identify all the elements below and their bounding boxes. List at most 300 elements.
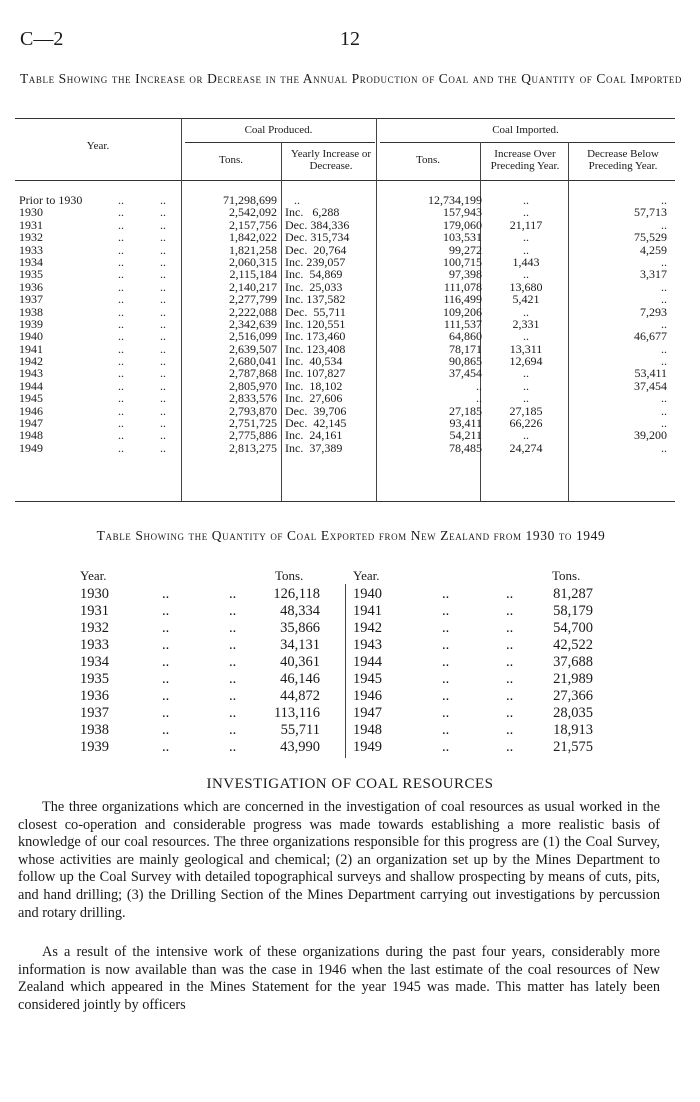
table-cell-dots2: .. bbox=[160, 242, 166, 257]
table-cell-dec: 75,529 bbox=[634, 230, 667, 245]
table-cell-yic: Inc. 18,102 bbox=[285, 378, 343, 393]
table-cell-imported: 111,078 bbox=[443, 279, 482, 294]
coal-export-table bbox=[70, 568, 660, 753]
table-cell-dots1: .. bbox=[118, 316, 124, 331]
table-cell-imported: 99,272 bbox=[449, 242, 482, 257]
section-heading: INVESTIGATION OF COAL RESOURCES bbox=[206, 776, 494, 792]
table-cell-yic: Inc. 137,582 bbox=[285, 292, 346, 307]
page-header bbox=[20, 28, 680, 52]
table-cell-dots: .. bbox=[162, 671, 170, 687]
table-cell-dots: .. bbox=[506, 654, 514, 670]
table-row bbox=[70, 671, 660, 688]
table-cell-dec: 39,200 bbox=[634, 428, 667, 443]
table-cell-dots: .. bbox=[506, 722, 514, 738]
table-cell-tons: 71,298,699 bbox=[223, 193, 277, 207]
table1-title: Table Showing the Increase or Decrease in the Annual Production of Coal and the Quantity of Coal Imported bbox=[19, 71, 683, 86]
table-cell-dec: 46,677 bbox=[634, 329, 667, 344]
table-cell-v1: 35,866 bbox=[280, 620, 320, 636]
table-cell-year: 1934 bbox=[19, 254, 43, 269]
table-cell-dots1: .. bbox=[118, 416, 124, 431]
table-cell-dec: .. bbox=[661, 403, 667, 418]
table-row bbox=[70, 586, 660, 603]
table1-bottom-rule bbox=[15, 501, 675, 502]
table-cell-dots: .. bbox=[506, 739, 514, 755]
col-header-increase: Increase Over Preceding Year. bbox=[490, 148, 560, 172]
table-cell-imported: 27,185 bbox=[449, 403, 482, 418]
table-cell-dots: .. bbox=[229, 637, 237, 653]
table-cell-tons: 2,140,217 bbox=[229, 279, 277, 294]
document-reference: C—2 bbox=[20, 28, 64, 50]
table-row bbox=[70, 603, 660, 620]
table-cell-year: 1946 bbox=[19, 403, 43, 418]
col-header-year-left: Year. bbox=[80, 568, 107, 583]
table-cell-year: 1932 bbox=[19, 230, 43, 245]
table-cell-dots1: .. bbox=[118, 230, 124, 245]
table-cell-yic: Inc. 239,057 bbox=[285, 254, 346, 269]
table-cell-dots1: .. bbox=[118, 205, 124, 220]
group-header-produced: Coal Produced. bbox=[244, 124, 313, 136]
table-cell-y1: 1932 bbox=[80, 620, 109, 636]
table-cell-yic: Inc. 54,869 bbox=[285, 267, 343, 282]
table-cell-year: 1941 bbox=[19, 341, 43, 356]
table-row bbox=[15, 256, 675, 268]
table-cell-dots: .. bbox=[506, 603, 514, 619]
table-cell-dots: .. bbox=[229, 586, 237, 602]
paragraph: As a result of the intensive work of these organizations during the past four years, considerably more information is now available than was the case in 1946 when the last estimate of the coal resources of New Zealand which appeared in the Mines Statement for the year 1945 was made. This matter has lately been considered jointly by officers bbox=[18, 944, 660, 1013]
table-cell-dec: .. bbox=[661, 279, 667, 294]
table-cell-year: 1943 bbox=[19, 366, 43, 381]
table-cell-year: 1935 bbox=[19, 267, 43, 282]
table-cell-dots: .. bbox=[506, 637, 514, 653]
table-cell-dots: .. bbox=[442, 603, 450, 619]
table-cell-inc: .. bbox=[523, 391, 529, 406]
produced-group-rule bbox=[185, 142, 375, 143]
table-cell-dots1: .. bbox=[118, 428, 124, 443]
table-cell-dec: .. bbox=[661, 316, 667, 331]
table-cell-dots1: .. bbox=[118, 329, 124, 344]
table-row bbox=[15, 417, 675, 429]
table-cell-year: 1933 bbox=[19, 242, 43, 257]
table-cell-year: 1937 bbox=[19, 292, 43, 307]
table-cell-y1: 1938 bbox=[80, 722, 109, 738]
table-cell-dots: .. bbox=[229, 654, 237, 670]
table-cell-dots: .. bbox=[162, 586, 170, 602]
table-cell-dec: .. bbox=[661, 254, 667, 269]
table-row bbox=[15, 306, 675, 318]
coal-production-import-table bbox=[15, 118, 675, 503]
table-cell-yic: Dec. 384,336 bbox=[285, 217, 350, 232]
table-cell-yic: Inc. 120,551 bbox=[285, 316, 346, 331]
col-header-decrease: Decrease Below Preceding Year. bbox=[587, 148, 659, 172]
table-cell-year: 1948 bbox=[19, 428, 43, 443]
table-cell-v2: 27,366 bbox=[553, 688, 593, 704]
table-cell-v1: 43,990 bbox=[280, 739, 320, 755]
table-cell-tons: 2,222,088 bbox=[229, 304, 277, 319]
table-cell-dots1: .. bbox=[118, 304, 124, 319]
table-cell-v2: 28,035 bbox=[553, 705, 593, 721]
table-cell-dots: .. bbox=[162, 705, 170, 721]
table-cell-tons: 2,751,725 bbox=[229, 416, 277, 431]
table-cell-dots: .. bbox=[162, 603, 170, 619]
table-cell-dots2: .. bbox=[160, 193, 166, 207]
table-cell-v1: 44,872 bbox=[280, 688, 320, 704]
table-cell-dots: .. bbox=[506, 620, 514, 636]
table-cell-dots2: .. bbox=[160, 354, 166, 369]
table-row bbox=[15, 268, 675, 280]
table-cell-dots: .. bbox=[442, 739, 450, 755]
table-row bbox=[15, 206, 675, 218]
table-cell-tons: 2,805,970 bbox=[229, 378, 277, 393]
table-cell-imported: 103,531 bbox=[443, 230, 482, 245]
table-cell-dots: .. bbox=[506, 705, 514, 721]
table-cell-dots2: .. bbox=[160, 366, 166, 381]
table-cell-year: 1945 bbox=[19, 391, 43, 406]
table-cell-y1: 1931 bbox=[80, 603, 109, 619]
table-row bbox=[15, 194, 675, 206]
table-cell-year: 1947 bbox=[19, 416, 43, 431]
table-cell-dots1: .. bbox=[118, 366, 124, 381]
table-cell-y1: 1935 bbox=[80, 671, 109, 687]
table-cell-v1: 48,334 bbox=[280, 603, 320, 619]
table-cell-yic: Inc. 24,161 bbox=[285, 428, 343, 443]
table-cell-y2: 1949 bbox=[353, 739, 382, 755]
table-cell-y2: 1944 bbox=[353, 654, 382, 670]
table-cell-inc: .. bbox=[523, 329, 529, 344]
table-cell-imported: 111,537 bbox=[443, 316, 482, 331]
table-row bbox=[15, 318, 675, 330]
table-row bbox=[70, 688, 660, 705]
table-cell-yic: Inc. 173,460 bbox=[285, 329, 346, 344]
table-cell-dec: .. bbox=[661, 440, 667, 455]
table-cell-dec: 7,293 bbox=[640, 304, 667, 319]
table-row bbox=[70, 722, 660, 739]
table-cell-dec: .. bbox=[661, 354, 667, 369]
table1-top-rule bbox=[15, 118, 675, 119]
table-cell-year: Prior to 1930 bbox=[19, 193, 83, 207]
table-cell-tons: 2,542,092 bbox=[229, 205, 277, 220]
table-cell-imported: 78,171 bbox=[449, 341, 482, 356]
table-cell-tons: 2,833,576 bbox=[229, 391, 277, 406]
table-cell-year: 1938 bbox=[19, 304, 43, 319]
table-cell-dots1: .. bbox=[118, 267, 124, 282]
table-cell-inc: .. bbox=[523, 366, 529, 381]
table-cell-tons: 2,060,315 bbox=[229, 254, 277, 269]
table-cell-dec: 53,411 bbox=[634, 366, 667, 381]
table-cell-dots: .. bbox=[442, 620, 450, 636]
table-cell-v1: 46,146 bbox=[280, 671, 320, 687]
table-cell-imported: 37,454 bbox=[449, 366, 482, 381]
table-cell-tons: 2,157,756 bbox=[229, 217, 277, 232]
table-cell-y2: 1947 bbox=[353, 705, 382, 721]
table1-body bbox=[15, 194, 675, 454]
table-row bbox=[15, 442, 675, 454]
table-row bbox=[15, 355, 675, 367]
table-cell-dec: 57,713 bbox=[634, 205, 667, 220]
table-cell-yic: Dec. 20,764 bbox=[285, 242, 347, 257]
table-cell-dots2: .. bbox=[160, 205, 166, 220]
table-cell-dots2: .. bbox=[160, 440, 166, 455]
table-cell-year: 1944 bbox=[19, 378, 43, 393]
table-cell-tons: 2,680,041 bbox=[229, 354, 277, 369]
table-cell-inc: 21,117 bbox=[509, 217, 543, 232]
table-cell-year: 1936 bbox=[19, 279, 43, 294]
table-cell-y1: 1939 bbox=[80, 739, 109, 755]
table-cell-dots: .. bbox=[229, 739, 237, 755]
table-cell-y2: 1945 bbox=[353, 671, 382, 687]
table-cell-tons: 2,813,275 bbox=[229, 440, 277, 455]
table-cell-dots: .. bbox=[229, 671, 237, 687]
table-cell-dec: 4,259 bbox=[640, 242, 667, 257]
table-cell-dots: .. bbox=[162, 739, 170, 755]
table-cell-dots2: .. bbox=[160, 230, 166, 245]
table-cell-inc: .. bbox=[523, 193, 529, 207]
table-cell-dec: .. bbox=[661, 292, 667, 307]
table-cell-y1: 1936 bbox=[80, 688, 109, 704]
table-cell-dots: .. bbox=[162, 722, 170, 738]
table-cell-v2: 21,989 bbox=[553, 671, 593, 687]
table-cell-dec: .. bbox=[661, 341, 667, 356]
table-cell-inc: 27,185 bbox=[509, 403, 543, 418]
table-cell-dots: .. bbox=[162, 620, 170, 636]
table-cell-dots: .. bbox=[442, 688, 450, 704]
table-cell-dots1: .. bbox=[118, 254, 124, 269]
table-cell-year: 1949 bbox=[19, 440, 43, 455]
col-header-tons-left: Tons. bbox=[275, 568, 304, 583]
table-cell-tons: 2,277,799 bbox=[229, 292, 277, 307]
table-cell-dots2: .. bbox=[160, 341, 166, 356]
table-cell-dots1: .. bbox=[118, 279, 124, 294]
table-cell-dots2: .. bbox=[160, 378, 166, 393]
table-cell-dots: .. bbox=[162, 688, 170, 704]
col-header-tons-right: Tons. bbox=[552, 568, 581, 583]
table-cell-v1: 126,118 bbox=[273, 586, 320, 602]
table-cell-dots: .. bbox=[442, 637, 450, 653]
table-cell-tons: 2,775,886 bbox=[229, 428, 277, 443]
table-cell-yic: Dec. 42,145 bbox=[285, 416, 347, 431]
table-cell-dots1: .. bbox=[118, 403, 124, 418]
table-cell-yic: Inc. 123,408 bbox=[285, 341, 346, 356]
table-cell-dots2: .. bbox=[160, 403, 166, 418]
table-cell-year: 1931 bbox=[19, 217, 43, 232]
table-cell-dots: .. bbox=[229, 705, 237, 721]
table-cell-y1: 1937 bbox=[80, 705, 109, 721]
table-row bbox=[15, 231, 675, 243]
table-cell-year: 1940 bbox=[19, 329, 43, 344]
table-cell-inc: 13,311 bbox=[509, 341, 543, 356]
table-cell-dots2: .. bbox=[160, 416, 166, 431]
table-cell-v1: 34,131 bbox=[280, 637, 320, 653]
table-cell-dots: .. bbox=[229, 688, 237, 704]
table-cell-tons: 1,842,022 bbox=[229, 230, 277, 245]
table-cell-y1: 1933 bbox=[80, 637, 109, 653]
table-cell-tons: 2,787,868 bbox=[229, 366, 277, 381]
table-cell-inc: .. bbox=[523, 230, 529, 245]
table-cell-dots1: .. bbox=[118, 242, 124, 257]
table-row bbox=[15, 367, 675, 379]
table-row bbox=[70, 620, 660, 637]
table-cell-inc: .. bbox=[523, 304, 529, 319]
table-cell-yic: Inc. 25,033 bbox=[285, 279, 343, 294]
table-cell-v1: 40,361 bbox=[280, 654, 320, 670]
table-cell-v2: 37,688 bbox=[553, 654, 593, 670]
table-cell-v2: 58,179 bbox=[553, 603, 593, 619]
table-cell-yic: Inc. 27,606 bbox=[285, 391, 343, 406]
table-cell-imported: 157,943 bbox=[443, 205, 482, 220]
table-row bbox=[15, 244, 675, 256]
table-cell-tons: 2,516,099 bbox=[229, 329, 277, 344]
table-cell-yic: .. bbox=[285, 193, 300, 207]
table-cell-y2: 1943 bbox=[353, 637, 382, 653]
table-cell-inc: 12,694 bbox=[509, 354, 543, 369]
table-cell-dots: .. bbox=[162, 637, 170, 653]
table-cell-tons: 2,115,184 bbox=[229, 267, 277, 282]
col-header-year-right: Year. bbox=[353, 568, 380, 583]
table-cell-inc: 66,226 bbox=[509, 416, 543, 431]
table-cell-dec: 3,317 bbox=[640, 267, 667, 282]
table-cell-imported: 109,206 bbox=[443, 304, 482, 319]
table-cell-yic: Dec. 55,711 bbox=[285, 304, 346, 319]
col-header-tons-imported: Tons. bbox=[416, 154, 440, 166]
table-cell-dots1: .. bbox=[118, 391, 124, 406]
table-cell-dots: .. bbox=[442, 722, 450, 738]
table-cell-inc: .. bbox=[523, 242, 529, 257]
table-cell-y1: 1930 bbox=[80, 586, 109, 602]
table-cell-dots2: .. bbox=[160, 428, 166, 443]
col-header-yearly: Yearly Increase or Decrease. bbox=[290, 148, 372, 172]
table-cell-dots1: .. bbox=[118, 440, 124, 455]
table-cell-v2: 18,913 bbox=[553, 722, 593, 738]
table-cell-imported: 64,860 bbox=[449, 329, 482, 344]
table-cell-dots2: .. bbox=[160, 267, 166, 282]
table-row bbox=[70, 637, 660, 654]
table-cell-inc: .. bbox=[523, 378, 529, 393]
table-cell-yic: Inc. 107,827 bbox=[285, 366, 346, 381]
table-cell-dots: .. bbox=[229, 603, 237, 619]
table-row bbox=[15, 392, 675, 404]
table-cell-dec: 37,454 bbox=[634, 378, 667, 393]
table-cell-v2: 21,575 bbox=[553, 739, 593, 755]
paragraph: The three organizations which are concerned in the investigation of coal resources as usual worked in the closest co-operation and considerable progress was made towards establishing a more realistic basis of knowledge of our coal resources. The three organizations responsible for this progress are (1) the Coal Survey, whose activities are mainly geological and chemical; (2) an organization set up by the Mines Department to follow up the Coal Survey with detailed topographical surveys and shallow prospecting by means of cuts, pits, and hand drilling; (3) the Drilling Section of the Mines Department carrying out investigations by percussion and rotary drilling. bbox=[18, 799, 660, 921]
table-cell-dots: .. bbox=[229, 620, 237, 636]
table-row bbox=[70, 654, 660, 671]
table-cell-y2: 1942 bbox=[353, 620, 382, 636]
table-cell-v1: 55,711 bbox=[280, 722, 320, 738]
table-cell-dots2: .. bbox=[160, 217, 166, 232]
table-cell-dots2: .. bbox=[160, 304, 166, 319]
table-cell-dec: .. bbox=[661, 217, 667, 232]
table1-header-rule bbox=[15, 180, 675, 181]
table-row bbox=[15, 343, 675, 355]
table-cell-dots1: .. bbox=[118, 217, 124, 232]
table-cell-inc: 13,680 bbox=[509, 279, 543, 294]
table-cell-yic: Dec. 39,706 bbox=[285, 403, 347, 418]
imported-group-rule bbox=[380, 142, 675, 143]
table-cell-y2: 1941 bbox=[353, 603, 382, 619]
table-cell-year: 1939 bbox=[19, 316, 43, 331]
table-cell-year: 1942 bbox=[19, 354, 43, 369]
table-cell-imported: 116,499 bbox=[443, 292, 482, 307]
table-cell-dots2: .. bbox=[160, 316, 166, 331]
table-cell-dots: .. bbox=[442, 671, 450, 687]
table-cell-imported: 97,398 bbox=[449, 267, 482, 282]
table-cell-inc: .. bbox=[523, 205, 529, 220]
table-cell-v1: 113,116 bbox=[273, 705, 320, 721]
table-cell-dots2: .. bbox=[160, 254, 166, 269]
table-cell-dec: .. bbox=[661, 193, 667, 207]
table-cell-dots1: .. bbox=[118, 354, 124, 369]
table-cell-dots: .. bbox=[506, 586, 514, 602]
table-cell-imported: 78,485 bbox=[449, 440, 482, 455]
table-cell-dots1: .. bbox=[118, 341, 124, 356]
table-cell-yic: Dec. 315,734 bbox=[285, 230, 350, 245]
table-row bbox=[15, 380, 675, 392]
table-row bbox=[70, 739, 660, 756]
col-header-year: Year. bbox=[86, 140, 110, 152]
table-row bbox=[70, 705, 660, 722]
table-cell-dots: .. bbox=[506, 688, 514, 704]
table-cell-imported: 12,734,199 bbox=[428, 193, 482, 207]
col-header-tons: Tons. bbox=[219, 154, 243, 166]
table-cell-inc: 1,443 bbox=[512, 254, 540, 269]
table-cell-dots: .. bbox=[229, 722, 237, 738]
table-cell-dots2: .. bbox=[160, 329, 166, 344]
table-cell-dots2: .. bbox=[160, 292, 166, 307]
table-cell-year: 1930 bbox=[19, 205, 43, 220]
table-cell-inc: 2,331 bbox=[512, 316, 540, 331]
table-cell-dec: .. bbox=[661, 416, 667, 431]
table-cell-imported: 100,715 bbox=[443, 254, 482, 269]
table-cell-yic: Inc. 37,389 bbox=[285, 440, 343, 455]
table-cell-imported: .. bbox=[476, 378, 482, 393]
table-cell-inc: 5,421 bbox=[512, 292, 540, 307]
table-cell-dots2: .. bbox=[160, 391, 166, 406]
table-cell-imported: 93,411 bbox=[449, 416, 482, 431]
table-row bbox=[15, 429, 675, 441]
table-cell-tons: 2,342,639 bbox=[229, 316, 277, 331]
table-cell-dots1: .. bbox=[118, 193, 124, 207]
table-cell-inc: .. bbox=[523, 428, 529, 443]
table-cell-yic: Inc. 6,288 bbox=[285, 205, 340, 220]
table-cell-y2: 1948 bbox=[353, 722, 382, 738]
table-cell-dots: .. bbox=[442, 586, 450, 602]
table-cell-y1: 1934 bbox=[80, 654, 109, 670]
table-cell-dots: .. bbox=[506, 671, 514, 687]
table-cell-v2: 81,287 bbox=[553, 586, 593, 602]
table-cell-dots: .. bbox=[442, 654, 450, 670]
table-row bbox=[15, 293, 675, 305]
table-cell-imported: 179,060 bbox=[443, 217, 482, 232]
page-number: 12 bbox=[340, 28, 360, 50]
table2-title: Table Showing the Quantity of Coal Exported from New Zealand from 1930 to 1949 bbox=[96, 528, 606, 543]
table-cell-dots2: .. bbox=[160, 279, 166, 294]
table-cell-tons: 2,639,507 bbox=[229, 341, 277, 356]
table-cell-inc: 24,274 bbox=[509, 440, 543, 455]
table-cell-v2: 54,700 bbox=[553, 620, 593, 636]
table-cell-dots1: .. bbox=[118, 378, 124, 393]
table-row bbox=[15, 330, 675, 342]
table-cell-y2: 1946 bbox=[353, 688, 382, 704]
table-cell-v2: 42,522 bbox=[553, 637, 593, 653]
table-cell-imported: 54,211 bbox=[449, 428, 482, 443]
table-cell-dots: .. bbox=[442, 705, 450, 721]
table-cell-y2: 1940 bbox=[353, 586, 382, 602]
table-cell-dec: .. bbox=[661, 391, 667, 406]
table-cell-dots: .. bbox=[162, 654, 170, 670]
table-cell-yic: Inc. 40,534 bbox=[285, 354, 343, 369]
table-cell-tons: 2,793,870 bbox=[229, 403, 277, 418]
table-cell-imported: 90,865 bbox=[449, 354, 482, 369]
table-cell-dots1: .. bbox=[118, 292, 124, 307]
